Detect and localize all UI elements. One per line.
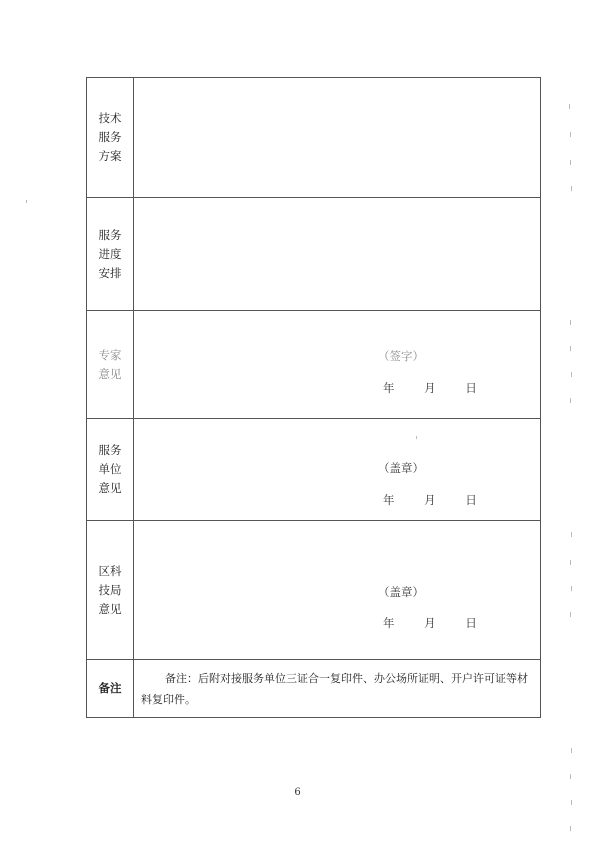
scan-speck [570,346,571,351]
scan-speck [570,826,571,831]
day-label: 日 [465,493,477,507]
service-schedule-field[interactable] [134,198,541,311]
label-line: 区科 [98,563,122,578]
seal-label: （盖章） [378,461,424,475]
scan-speck [569,104,570,109]
label-line: 意见 [98,601,122,616]
label-line: 安排 [98,265,122,280]
label-line: 意见 [98,366,122,381]
day-label: 日 [465,616,477,630]
scan-speck [571,532,572,537]
label-line: 方案 [98,149,122,163]
date-line [383,380,477,396]
scan-speck [570,398,571,403]
date-line [383,492,477,508]
remarks-field [134,660,541,718]
label-remarks: 备注 [87,660,134,718]
label-district-bureau-opinion [87,521,134,660]
label-line: 技局 [98,582,122,597]
label-service-unit-opinion [87,419,134,521]
scan-speck [571,186,572,191]
service-unit-opinion-field[interactable] [134,419,541,521]
district-bureau-opinion-field[interactable] [134,521,541,660]
scan-speck [571,586,572,591]
row-service-schedule [87,198,541,311]
month-label: 月 [424,493,436,507]
row-expert-opinion [87,311,541,419]
label-line: 技术 [98,111,122,125]
year-label: 年 [383,381,395,395]
expert-opinion-field[interactable] [134,311,541,419]
scan-speck [570,612,571,617]
label-line: 进度 [98,246,122,261]
label-line: 意见 [98,481,122,495]
scan-speck [570,560,571,565]
row-technical-service-plan [87,78,541,198]
scan-speck [571,800,572,805]
label-line: 服务 [98,443,122,457]
signature-label: （签字） [378,349,424,363]
day-label: 日 [465,381,477,395]
scan-speck [26,200,27,203]
page-number: 6 [294,787,301,798]
month-label: 月 [424,381,436,395]
label-technical-service-plan [87,78,134,198]
scan-speck [570,132,571,137]
row-district-bureau-opinion [87,521,541,660]
label-line: 服务 [98,130,122,144]
label-expert-opinion [87,311,134,419]
remarks-text: 备注：后附对接服务单位三证合一复印件、办公场所证明、开户许可证等材料复印件。 [141,671,528,706]
seal-label: （盖章） [378,585,424,599]
scan-speck [416,436,417,439]
scan-speck [571,372,572,377]
scan-speck [570,320,571,325]
date-line [383,615,477,631]
label-line: 专家 [98,347,122,362]
technical-service-plan-field[interactable] [134,78,541,198]
month-label: 月 [424,616,436,630]
row-remarks [87,660,541,718]
scan-speck [571,748,572,753]
label-line: 单位 [98,462,122,476]
application-form-table [86,77,541,718]
label-service-schedule [87,198,134,311]
label-line: 服务 [98,227,122,242]
year-label: 年 [383,616,395,630]
year-label: 年 [383,493,395,507]
scan-speck [570,774,571,779]
row-service-unit-opinion [87,419,541,521]
scan-speck [570,160,571,165]
